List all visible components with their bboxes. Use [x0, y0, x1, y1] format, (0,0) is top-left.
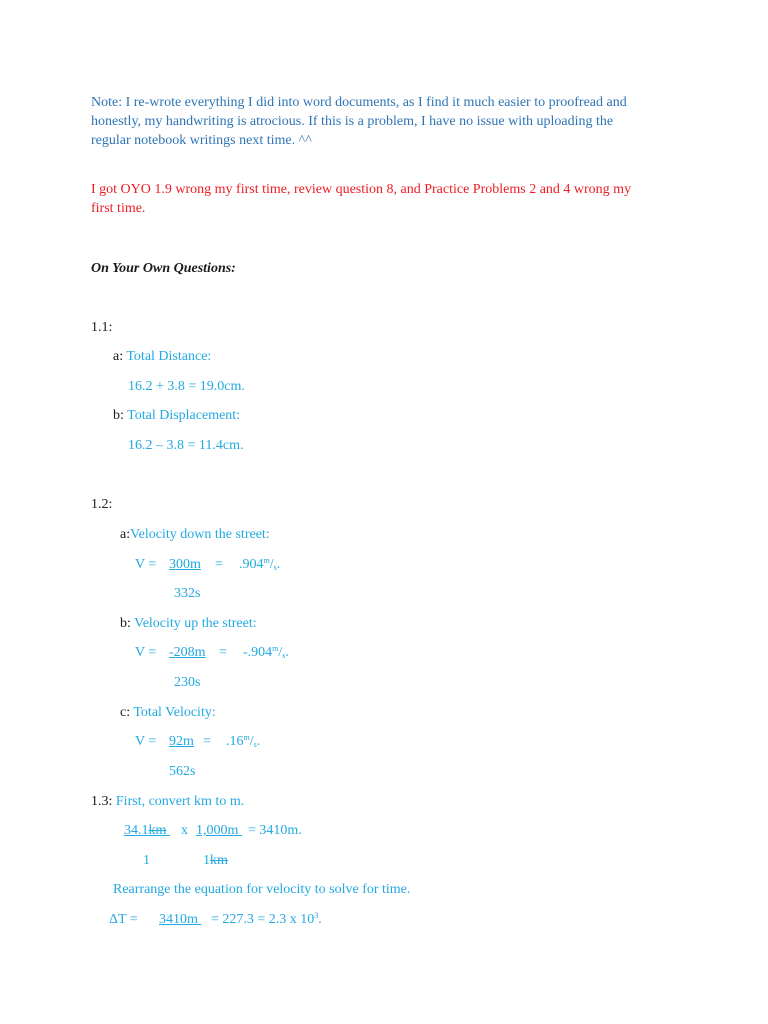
velocity-b-numerator: -208m — [169, 645, 206, 660]
velocity-b-equals: = — [219, 645, 227, 660]
part-a-prefix: a: — [113, 349, 124, 364]
part-b-prefix: b: — [120, 616, 131, 631]
conversion-denominator-2: 1km — [203, 853, 228, 868]
velocity-a-numerator: 300m — [169, 557, 201, 572]
question-1-3-intro: First, convert km to m. — [115, 794, 245, 809]
wrong-line-1: I got OYO 1.9 wrong my first time, review question 8, and Practice Problems 2 and 4 wrong my — [91, 182, 632, 197]
conversion-numerator-2: 1,000m — [196, 823, 239, 838]
question-1-3-label: 1.3: — [91, 794, 113, 809]
note-line-2: honestly, my handwriting is atrocious. If this is a problem, I have no issue with uploading the — [91, 114, 614, 129]
part-b-label: Velocity up the street: — [134, 616, 257, 631]
velocity-a-denominator: 332s — [174, 586, 201, 601]
velocity-a-v: V = — [135, 557, 157, 572]
velocity-a-equals: = — [215, 557, 223, 572]
delta-t-label: ΔT = — [109, 912, 138, 927]
conversion-denominator-1: 1 — [143, 853, 150, 868]
question-1-1-a-equation: 16.2 + 3.8 = 19.0cm. — [128, 379, 245, 394]
velocity-b-denominator: 230s — [174, 675, 201, 690]
velocity-c-result: $.16^m/_s$. — [226, 733, 261, 749]
delta-t-result: = 227.3 = 2.3 x $10^3$. — [211, 911, 322, 927]
velocity-b-v: V = — [135, 645, 157, 660]
part-b-prefix: b: — [113, 408, 124, 423]
question-1-2-b — [120, 615, 257, 633]
velocity-b-result: $-.904^m/_s$. — [243, 644, 289, 660]
conversion-times: x — [181, 823, 188, 838]
part-a-label: Velocity down the street: — [130, 527, 270, 542]
question-1-1-b-equation: 16.2 – 3.8 = 11.4cm. — [128, 438, 244, 453]
section-heading: On Your Own Questions: — [91, 261, 236, 276]
wrong-line-2: first time. — [91, 201, 146, 216]
velocity-c-v: V = — [135, 734, 157, 749]
question-1-1-b — [113, 407, 240, 425]
question-1-2-label: 1.2: — [91, 497, 113, 512]
note-line-3: regular notebook writings next time. ^^ — [91, 133, 312, 148]
question-1-2-a — [120, 526, 270, 544]
delta-t-numerator: 3410m — [159, 912, 198, 927]
question-1-2-c — [120, 704, 216, 722]
velocity-c-numerator: 92m — [169, 734, 194, 749]
part-a-prefix: a: — [120, 527, 131, 542]
velocity-a-result: $.904^m/_s$. — [239, 556, 281, 572]
conversion-result: = 3410m. — [248, 823, 302, 838]
velocity-c-denominator: 562s — [169, 764, 196, 779]
conversion-numerator-1: 34.1km — [124, 823, 167, 838]
velocity-c-equals: = — [203, 734, 211, 749]
rearrange-note: Rearrange the equation for velocity to solve for time. — [113, 882, 411, 897]
part-a-label: Total Distance: — [126, 349, 212, 364]
part-b-label: Total Displacement: — [127, 408, 241, 423]
question-1-1-label: 1.1: — [91, 320, 113, 335]
note-line-1: Note: I re-wrote everything I did into word documents, as I find it much easier to proofread and — [91, 95, 627, 110]
part-c-prefix: c: — [120, 705, 131, 720]
question-1-3 — [91, 793, 244, 811]
part-c-label: Total Velocity: — [133, 705, 216, 720]
question-1-1-a — [113, 348, 211, 366]
